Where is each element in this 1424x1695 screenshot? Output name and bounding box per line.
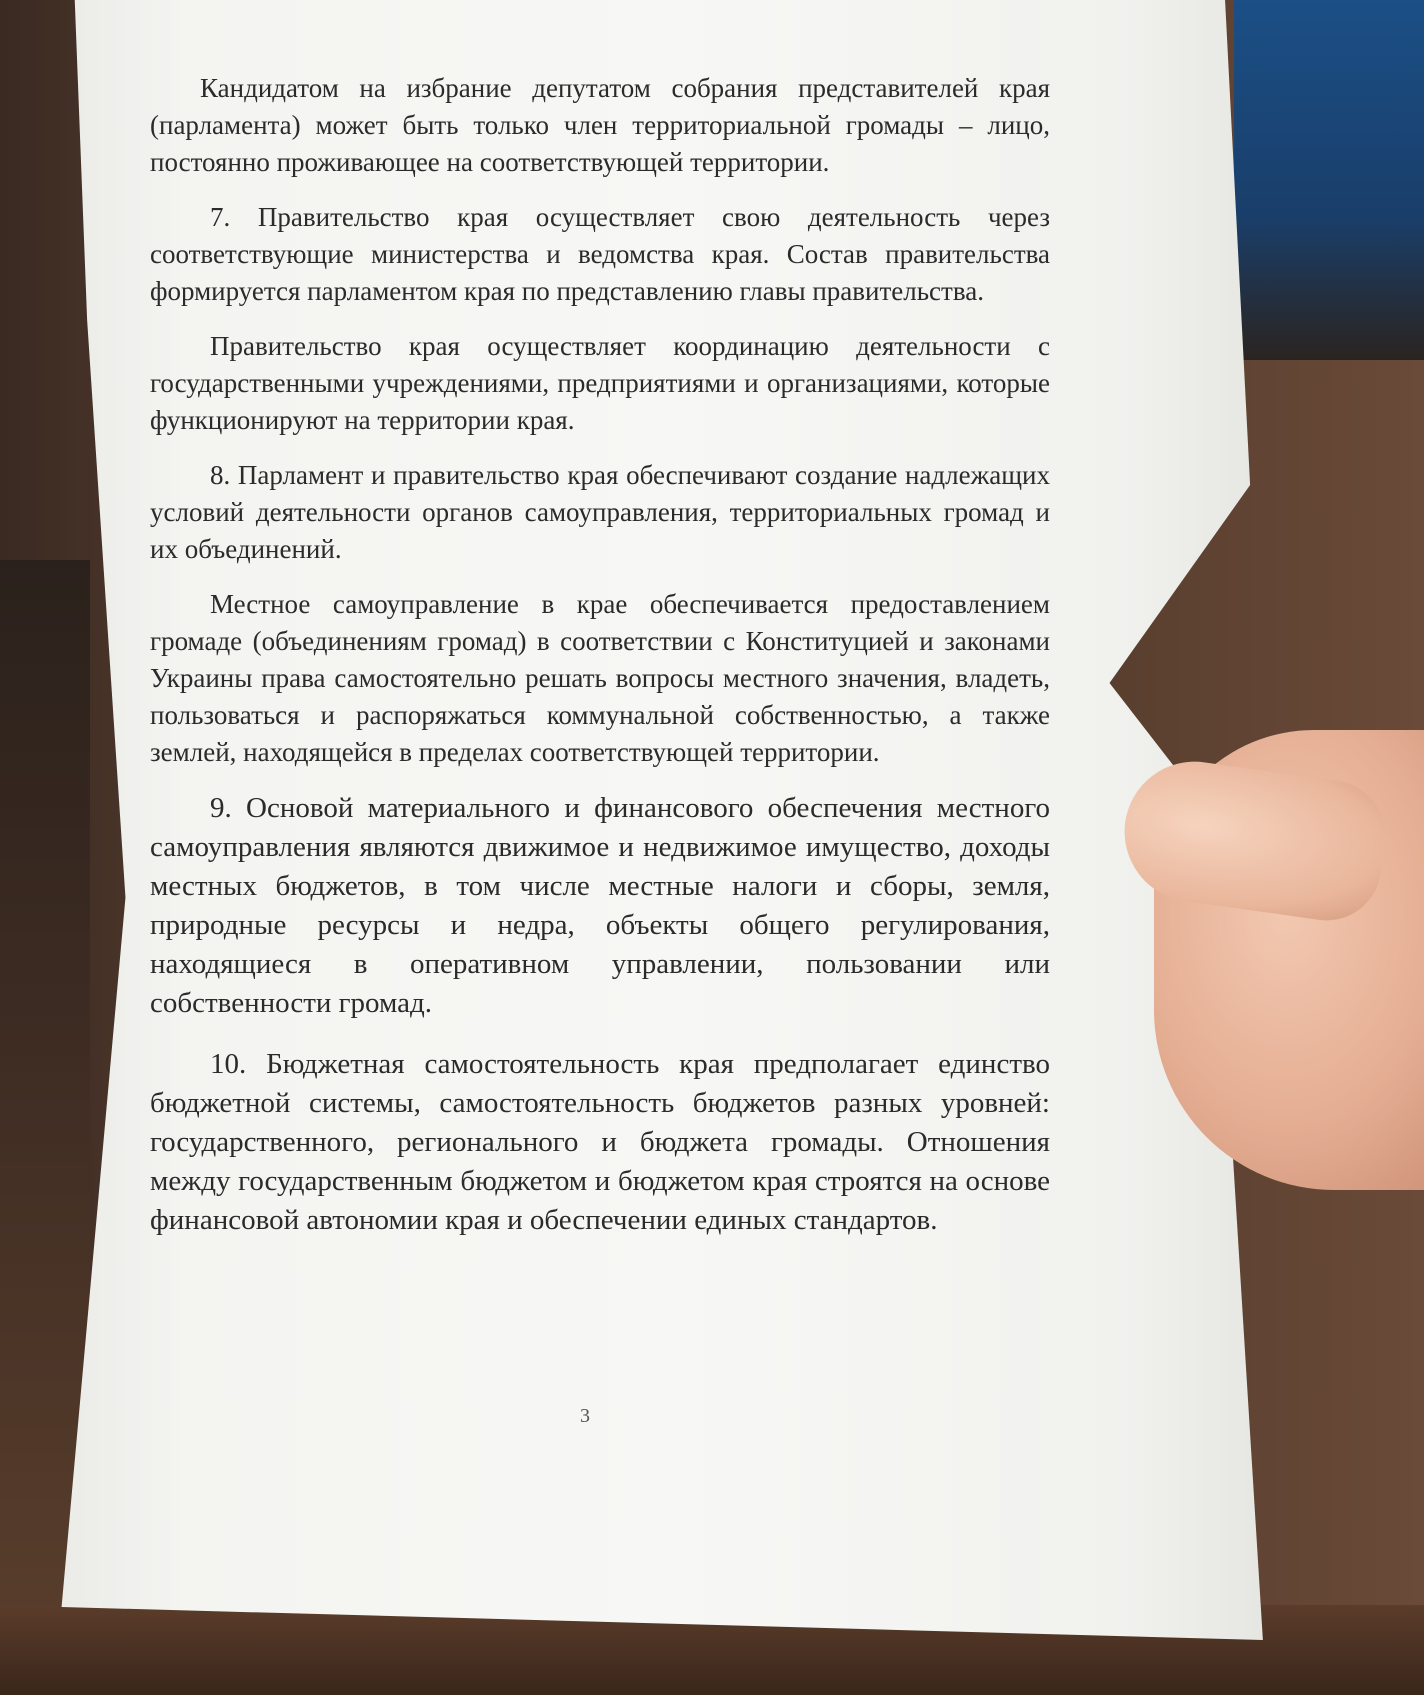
paragraph-8: 8. Парламент и правительство края обеспечивают создание надлежащих условий деятельности органов самоуправления, территориальных громад и их объединений.	[150, 460, 1050, 564]
document-text	[150, 70, 1050, 1262]
paragraph-10: 10. Бюджетная самостоятельность края предполагает единство бюджетной системы, самостоятельность бюджетов разных уровней: государственного, регионального и бюджета громады. Отношения между государственным бюджетом и бюджетом края строятся на основе финансовой автономии края и обеспечении единых стандартов.	[150, 1048, 1050, 1236]
paragraph-9: 9. Основой материального и финансового обеспечения местного самоуправления являются движимое и недвижимое имущество, доходы местных бюджетов, в том числе местные налоги и сборы, земля, природные ресурсы и недра, объекты общего регулирования, находящиеся в оперативном управлении, пользовании или собственности громад.	[150, 792, 1050, 1019]
paragraph-7-coordination: Правительство края осуществляет координацию деятельности с государственными учреждениями, предприятиями и организациями, которые функционируют на территории края.	[150, 331, 1050, 435]
paragraph-candidate: Кандидатом на избрание депутатом собрания представителей края (парламента) может быть только член территориальной громады – лицо, постоянно проживающее на соответствующей территории.	[150, 73, 1050, 177]
paragraph-7: 7. Правительство края осуществляет свою деятельность через соответствующие министерства и ведомства края. Состав правительства формируется парламентом края по представлению главы правительства.	[150, 202, 1050, 306]
paragraph-8-self-government: Местное самоуправление в крае обеспечивается предоставлением громаде (объединениям громад) в соответствии с Конституцией и законами Украины права самостоятельно решать вопросы местного значения, владеть, пользоваться и распоряжаться коммунальной собственностью, а также землей, находящейся в пределах соответствующей территории.	[150, 589, 1050, 767]
background-blue-object	[1234, 0, 1424, 360]
page-number: 3	[580, 1405, 590, 1427]
